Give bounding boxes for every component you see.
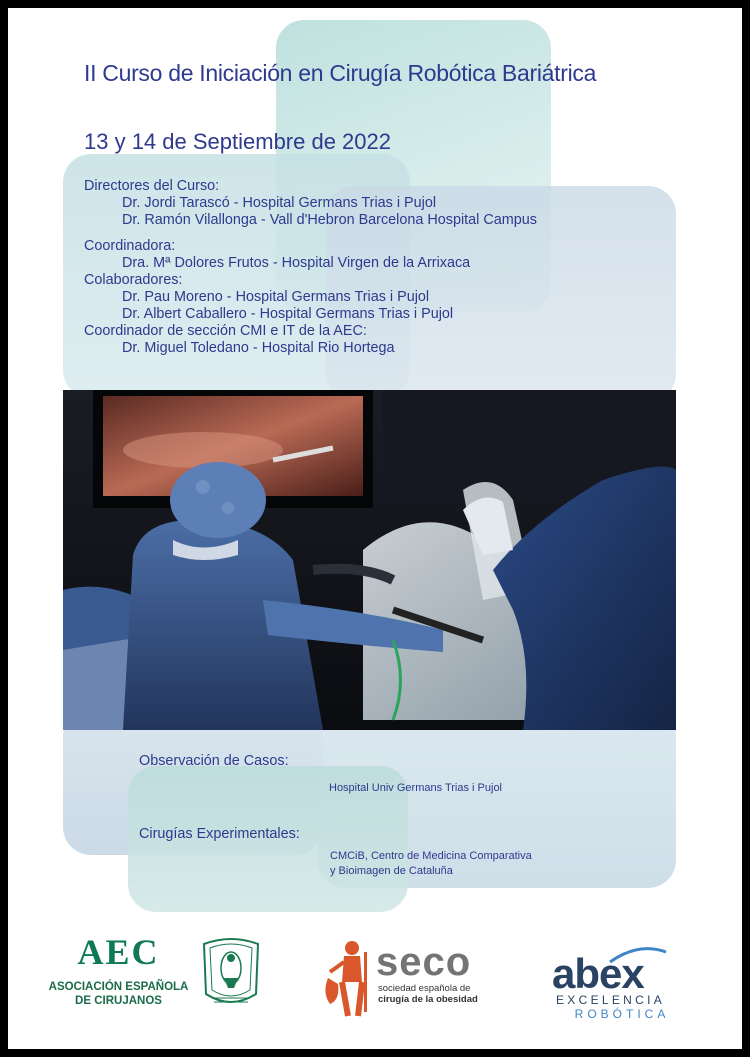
robotic-surgery-photo	[63, 390, 676, 730]
coordinator-name: Dra. Mª Dolores Frutos - Hospital Virgen de la Arrixaca	[122, 255, 471, 271]
course-poster	[8, 8, 742, 1049]
section-coordinator-label: Coordinador de sección CMI e IT de la AEC:	[84, 323, 367, 339]
aec-logo-line: DE CIRUJANOS	[75, 995, 162, 1007]
observation-place: Hospital Univ Germans Trias i Pujol	[329, 782, 503, 794]
seco-logo-line: cirugía de la obesidad	[378, 994, 478, 1005]
collaborator-name: Dr. Pau Moreno - Hospital Germans Trias i Pujol	[122, 289, 430, 305]
experimental-place-line: CMCiB, Centro de Medicina Comparativa	[330, 850, 532, 862]
section-coordinator-name: Dr. Miguel Toledano - Hospital Rio Hortega	[122, 340, 395, 356]
seco-figure-icon	[318, 938, 376, 1018]
aec-logo-text	[36, 980, 201, 1008]
director-name: Dr. Ramón Vilallonga - Vall d'Hebron Barcelona Hospital Campus	[122, 212, 537, 228]
crest-icon	[196, 934, 266, 1012]
collaborators-label: Colaboradores:	[84, 272, 183, 288]
course-title: II Curso de Iniciación en Cirugía Robótica Bariátrica	[84, 60, 597, 86]
seco-logo-text	[378, 983, 478, 1005]
aec-logo: AEC	[77, 932, 160, 972]
experimental-place-line: y Bioimagen de Cataluña	[330, 865, 453, 877]
collaborator-name: Dr. Albert Caballero - Hospital Germans Trias i Pujol	[122, 306, 454, 322]
experimental-place	[330, 849, 532, 879]
staff-list	[84, 178, 684, 357]
seco-logo: seco	[376, 940, 472, 984]
course-date: 13 y 14 de Septiembre de 2022	[84, 129, 392, 154]
seco-logo-line: sociedad española de	[378, 983, 471, 994]
experimental-label: Cirugías Experimentales:	[139, 826, 300, 842]
observation-label: Observación de Casos:	[139, 753, 289, 769]
abex-logo-line: EXCELENCIA	[556, 993, 666, 1007]
abex-logo-line: ROBÓTICA	[574, 1007, 670, 1021]
abex-logo: abex	[552, 950, 644, 997]
coordinator-label: Coordinadora:	[84, 238, 176, 254]
aec-logo-line: ASOCIACIÓN ESPAÑOLA	[48, 981, 189, 993]
directors-label: Directores del Curso:	[84, 178, 220, 194]
director-name: Dr. Jordi Tarascó - Hospital Germans Trias i Pujol	[122, 195, 437, 211]
